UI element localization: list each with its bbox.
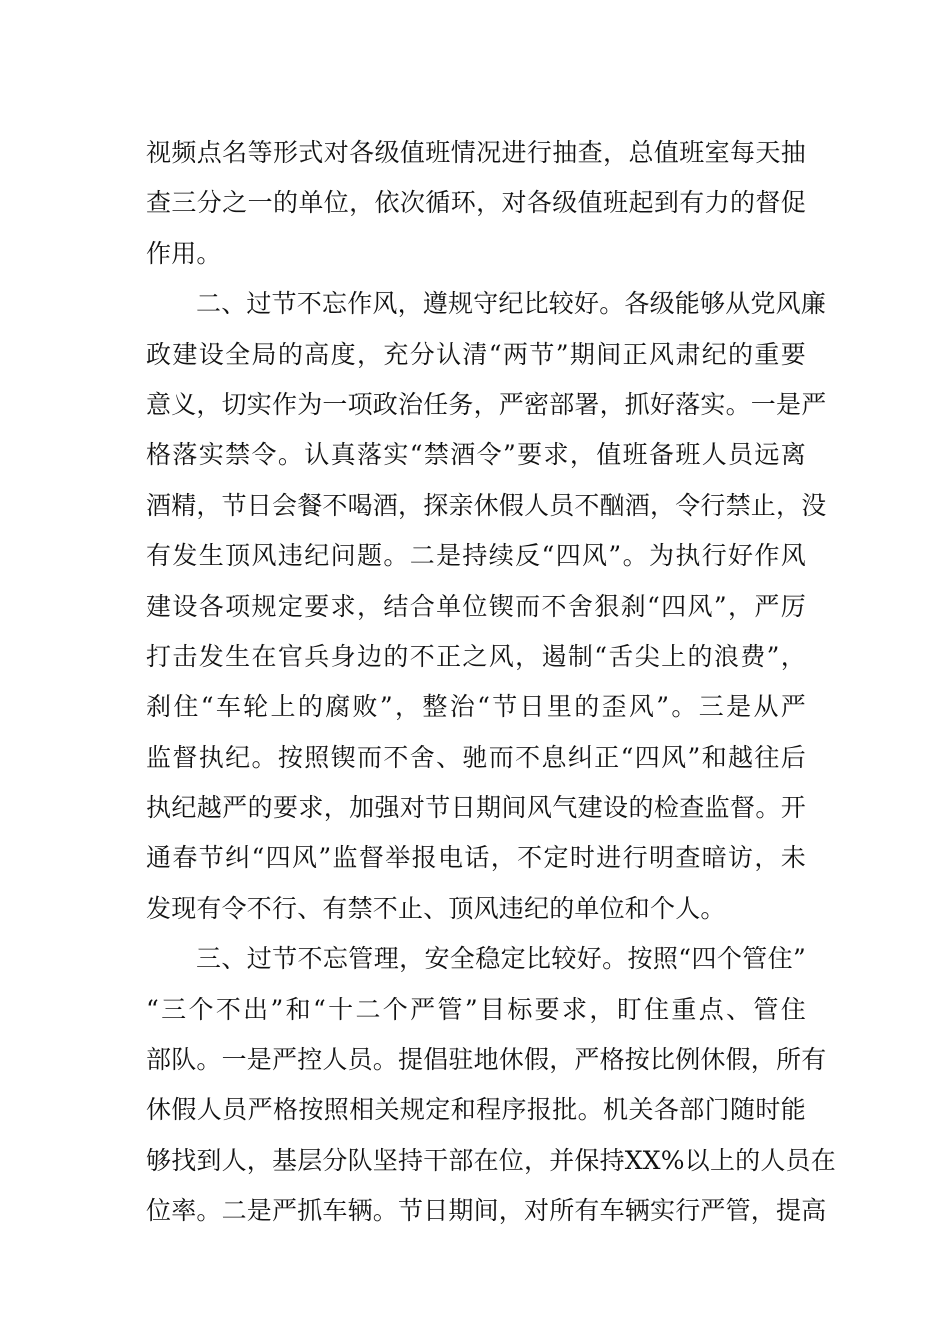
text-line: 位率。二是严抓车辆。节日期间，对所有车辆实行严管，提高 xyxy=(146,1196,827,1226)
text-line: 发现有令不行、有禁不止、顶风违纪的单位和个人。 xyxy=(146,893,726,923)
text-line: 作用。 xyxy=(146,238,222,268)
text-line: 视频点名等形式对各级值班情况进行抽查，总值班室每天抽 xyxy=(146,138,806,167)
text-line: 意义，切实作为一项政治任务，严密部署，抓好落实。一是严 xyxy=(146,389,827,419)
text-line: 有发生顶风违纪问题。二是持续反“四风”。为执行好作风 xyxy=(146,541,806,571)
text-line: 监督执纪。按照锲而不舍、驰而不息纠正“四风”和越往后 xyxy=(146,742,806,772)
text-line: 建设各项规定要求，结合单位锲而不舍狠刹“四风”，严厉 xyxy=(146,591,806,621)
text-line: 酒精，节日会餐不喝酒，探亲休假人员不酗酒，令行禁止，没 xyxy=(146,490,827,520)
text-line: 休假人员严格按照相关规定和程序报批。机关各部门随时能 xyxy=(146,1095,806,1125)
text-line: 政建设全局的高度，充分认清“两节”期间正风肃纪的重要 xyxy=(146,339,806,369)
text-line: 执纪越严的要求，加强对节日期间风气建设的检查监督。开 xyxy=(146,793,806,823)
text-line: 格落实禁令。认真落实“禁酒令”要求，值班备班人员远离 xyxy=(146,440,806,470)
document-body xyxy=(146,128,836,1237)
text-line: 够找到人，基层分队坚持干部在位，并保持XX%以上的人员在 xyxy=(146,1145,836,1175)
text-line: 刹住“车轮上的腐败”，整治“节日里的歪风”。三是从严 xyxy=(146,692,806,722)
text-line: 三、过节不忘管理，安全稳定比较好。按照“四个管住” xyxy=(196,944,806,974)
paragraph-2 xyxy=(146,279,827,934)
text-line: 通春节纠“四风”监督举报电话，不定时进行明查暗访，未 xyxy=(146,843,806,873)
text-line: 查三分之一的单位，依次循环，对各级值班起到有力的督促 xyxy=(146,188,806,218)
text-line: “三个不出”和“十二个严管”目标要求，盯住重点、管住 xyxy=(146,994,806,1024)
text-line: 二、过节不忘作风，遵规守纪比较好。各级能够从党风廉 xyxy=(196,289,827,319)
paragraph-3 xyxy=(146,934,836,1236)
text-line: 打击发生在官兵身边的不正之风，遏制“舌尖上的浪费”， xyxy=(146,641,806,671)
text-line: 部队。一是严控人员。提倡驻地休假，严格按比例休假，所有 xyxy=(146,1045,827,1075)
paragraph-1 xyxy=(146,128,806,279)
